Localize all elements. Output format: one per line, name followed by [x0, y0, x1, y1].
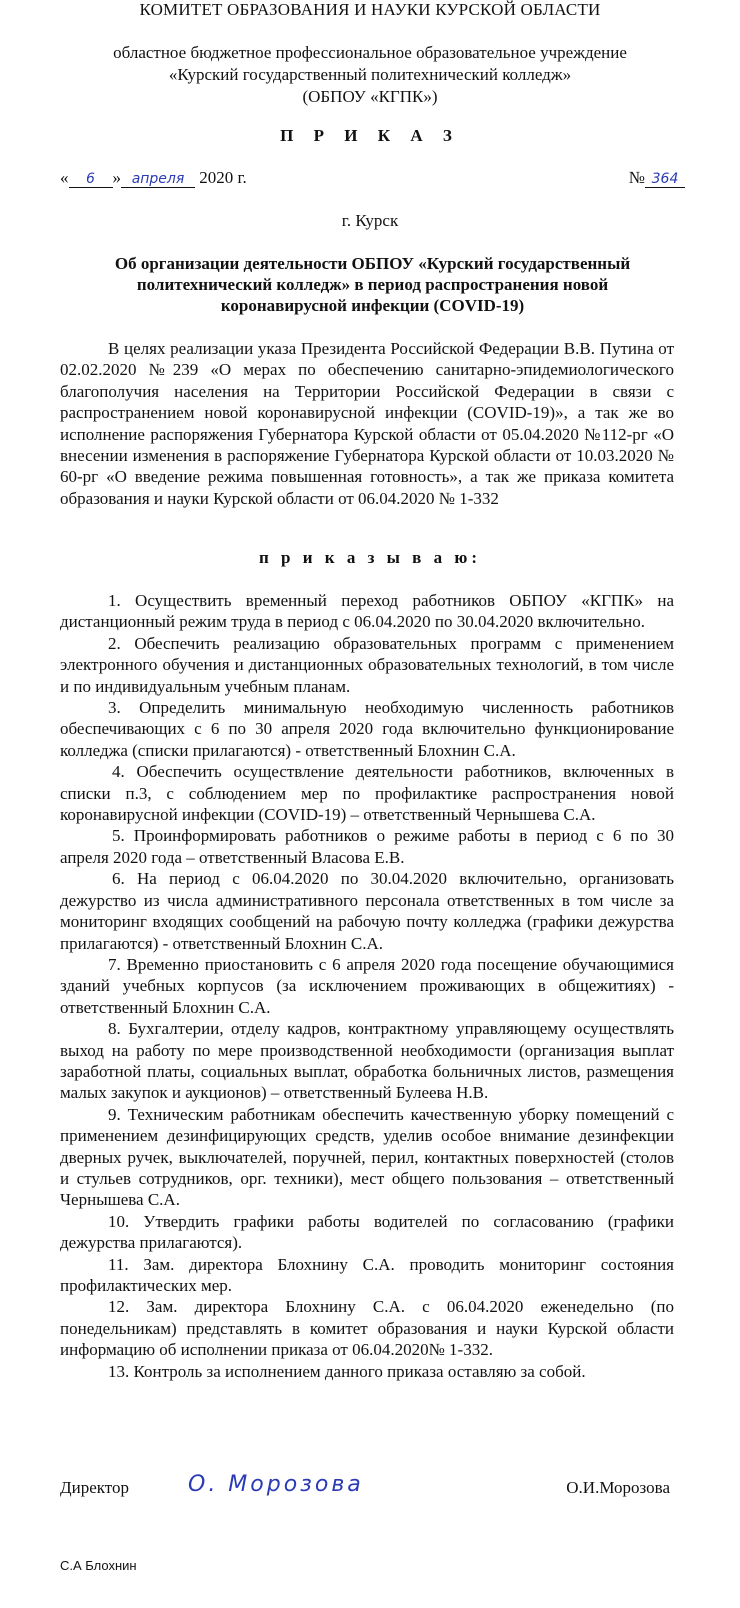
- institution-line-3: (ОБПОУ «КГПК»): [302, 87, 438, 106]
- order-item-12: 12. Зам. директора Блохнину С.А. с 06.04.2020 еженедельно (по понедельникам) представлять в комитет образования и науки Курской области информацию об исполнении приказа от 06.04.2020№ 1-332.: [60, 1297, 674, 1360]
- order-item-9: 9. Техническим работникам обеспечить качественную уборку помещений с применением дезинфицирующих средств, уделив особое внимание дезинфекции дверных ручек, выключателей, поручней, перил, контактных поверхностей (столов и стульев сотрудников, орг. техники), мест общего пользования – ответственный Чернышева С.А.: [60, 1104, 674, 1210]
- handwritten-signature: О. Морозова: [188, 1472, 364, 1497]
- order-items-list: [60, 590, 674, 1382]
- date-day: 6: [69, 171, 113, 188]
- order-item-5: 5. Проинформировать работников о режиме работы в период с 6 по 30 апреля 2020 года – ответственный Власова Е.В.: [60, 826, 674, 867]
- order-item-11: 11. Зам. директора Блохнину С.А. проводить мониторинг состояния профилактических мер.: [60, 1254, 674, 1295]
- executor-name: С.А Блохнин: [60, 1558, 137, 1573]
- preamble-paragraph: В целях реализации указа Президента Российской Федерации В.В. Путина от 02.02.2020 №239 «О мерах по обеспечению санитарно-эпидемиологического благополучия населения на Территории Российской Федерации в связи с распространением новой коронавирусной инфекции (COVID-19)», а так же во исполнение распоряжения Губернатора Курской области от 05.04.2020 №112-рг «О внесении изменения в распоряжение Губернатора Курской области от 10.03.2020 № 60-рг «О введение режима повышенная готовность», а так же приказа комитета образования и науки Курской области от 06.04.2020 № 1-332: [60, 339, 674, 508]
- order-date: [60, 168, 247, 188]
- institution-line-1: областное бюджетное профессиональное образовательное учреждение: [113, 43, 627, 62]
- number-value: 364: [645, 171, 685, 188]
- order-number: [629, 168, 685, 188]
- order-item-3: 3. Определить минимальную необходимую численность работников обеспечивающих с 6 по 30 апреля 2020 года включительно функционирование колледжа (списки прилагаются) - ответственный Блохнин С.А.: [60, 698, 674, 760]
- date-open-quote: «: [60, 168, 69, 187]
- order-item-2: 2. Обеспечить реализацию образовательных программ с применением электронного обучения и дистанционных образовательных технологий, в том числе и по индивидуальным учебным планам.: [60, 633, 674, 696]
- date-month: апреля: [121, 171, 195, 188]
- committee-header: КОМИТЕТ ОБРАЗОВАНИЯ И НАУКИ КУРСКОЙ ОБЛАСТИ: [139, 0, 601, 19]
- orders-word: п р и к а з ы в а ю:: [258, 548, 482, 567]
- date-close-quote: »: [112, 168, 121, 187]
- city: г. Курск: [341, 211, 399, 230]
- institution-line-2: «Курский государственный политехнический колледж»: [168, 65, 572, 84]
- order-item-6: 6. На период с 06.04.2020 по 30.04.2020 включительно, организовать дежурство из числа административного персонала ответственных в том числе за мониторинг входящих сообщений на рабочую почту колледжа (графики дежурства прилагаются) - ответственный Блохнин С.А.: [60, 869, 674, 953]
- order-item-8: 8. Бухгалтерии, отделу кадров, контрактному управляющему осуществлять выход на работу по мере производственной необходимости (организация выплат заработной платы, социальных выплат, обработка больничных листов, размещения малых закупок и аукционов) – ответственный Булеева Н.В.: [60, 1019, 674, 1103]
- order-item-7: 7. Временно приостановить с 6 апреля 2020 года посещение обучающимися зданий учебных корпусов (за исключением проживающих в общежитиях) - ответственный Блохнин С.А.: [60, 954, 674, 1017]
- order-item-1: 1. Осуществить временный переход работников ОБПОУ «КГПК» на дистанционный режим труда в период с 06.04.2020 по 30.04.2020 включительно.: [60, 591, 674, 632]
- date-year: 2020 г.: [199, 168, 247, 187]
- signer-position: Директор: [60, 1478, 129, 1497]
- order-subject: Об организации деятельности ОБПОУ «Курский государственный политехнический колледж» в период распространения новой коронавирусной инфекции (COVID-19): [114, 254, 631, 315]
- order-item-4: 4. Обеспечить осуществление деятельности работников, включенных в списки п.3, с соблюдением мер по профилактике распространения новой коронавирусной инфекции (COVID-19) – ответственный Чернышева С.А.: [60, 762, 674, 825]
- signer-name: О.И.Морозова: [566, 1478, 670, 1497]
- order-item-10: 10. Утвердить графики работы водителей по согласованию (графики дежурства прилагаются).: [60, 1211, 674, 1253]
- date-number-row: [60, 168, 685, 194]
- document-title: П Р И К А З: [280, 126, 460, 145]
- order-item-13: 13. Контроль за исполнением данного приказа оставляю за собой.: [108, 1361, 586, 1381]
- number-label: №: [628, 168, 645, 187]
- signature-row: [60, 1472, 670, 1508]
- institution-block: [0, 42, 740, 108]
